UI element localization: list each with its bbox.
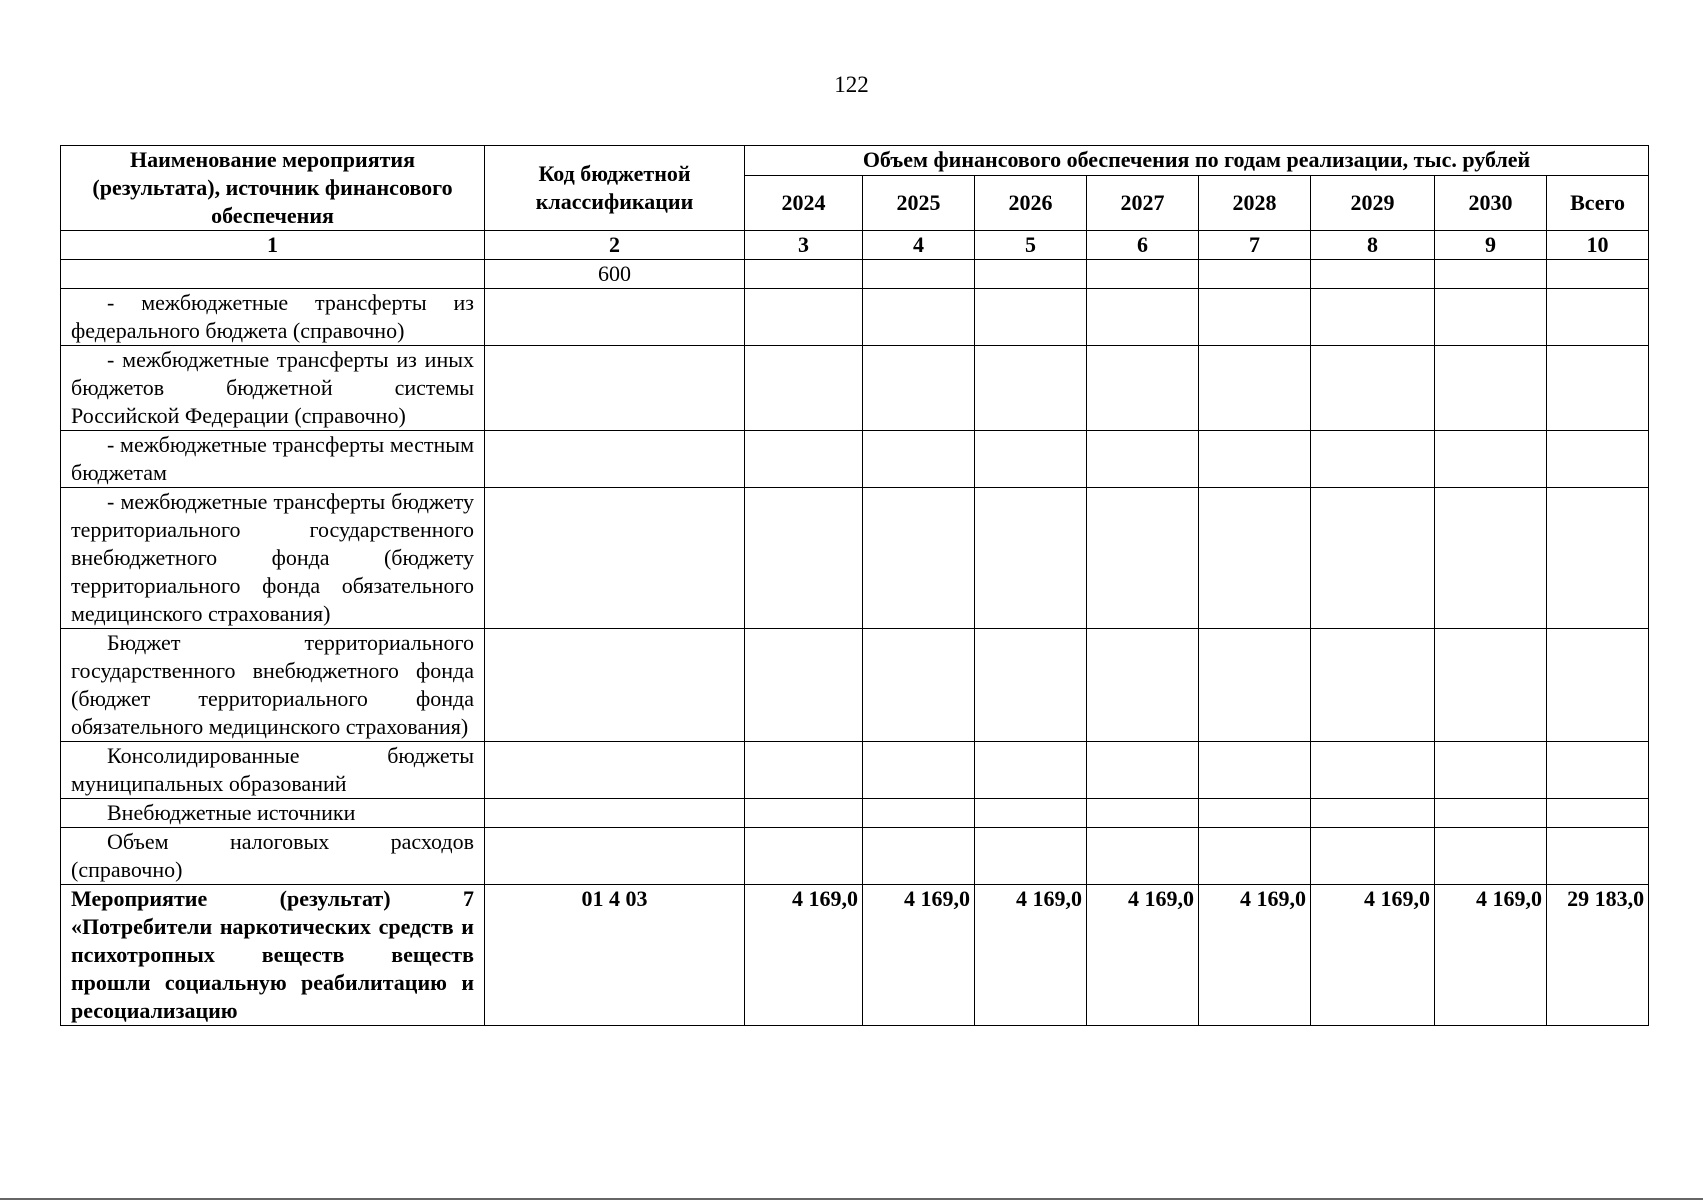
value-cell: 4 169,0 <box>975 885 1087 1026</box>
table-row <box>61 346 1649 431</box>
table-row <box>61 799 1649 828</box>
event-name-cell: Мероприятие (результат) 7 «Потребители наркотических средств и психотропных веществ веществ прошли социальную реабилитацию и ресоциализацию <box>61 885 485 1026</box>
header-year: 2028 <box>1199 175 1311 230</box>
column-index: 8 <box>1311 231 1435 260</box>
value-cell: 4 169,0 <box>863 885 975 1026</box>
table-row <box>61 742 1649 799</box>
column-index: 10 <box>1547 231 1649 260</box>
table-row <box>61 431 1649 488</box>
column-index: 4 <box>863 231 975 260</box>
value-cell: 4 169,0 <box>1311 885 1435 1026</box>
event-code-cell: 01 4 03 <box>485 885 745 1026</box>
header-year: 2025 <box>863 175 975 230</box>
table-row <box>61 488 1649 629</box>
name-cell: Бюджет территориального государственного внебюджетного фонда (бюджет территориального фонда обязательного медицинского страхования) <box>61 629 485 742</box>
name-cell: - межбюджетные трансферты из иных бюджетов бюджетной системы Российской Федерации (справочно) <box>61 346 485 431</box>
column-index: 6 <box>1087 231 1199 260</box>
value-cell: 4 169,0 <box>745 885 863 1026</box>
header-volume: Объем финансового обеспечения по годам реализации, тыс. рублей <box>745 146 1649 176</box>
name-cell: Внебюджетные источники <box>61 799 485 828</box>
header-code: Код бюджетной классификации <box>485 146 745 231</box>
column-index: 7 <box>1199 231 1311 260</box>
column-index: 2 <box>485 231 745 260</box>
header-row <box>61 146 1649 176</box>
value-cell: 4 169,0 <box>1199 885 1311 1026</box>
column-index: 5 <box>975 231 1087 260</box>
header-total: Всего <box>1547 175 1649 230</box>
name-cell: Объем налоговых расходов (справочно) <box>61 828 485 885</box>
value-cell: 4 169,0 <box>1435 885 1547 1026</box>
column-index: 3 <box>745 231 863 260</box>
page-number: 122 <box>834 72 869 97</box>
column-index-row <box>61 231 1649 260</box>
name-cell: - межбюджетные трансферты из федерального бюджета (справочно) <box>61 289 485 346</box>
header-year: 2030 <box>1435 175 1547 230</box>
table-row <box>61 629 1649 742</box>
name-cell <box>61 260 485 289</box>
name-cell: - межбюджетные трансферты бюджету территориального государственного внебюджетного фонда (бюджету территориального фонда обязательного медицинского страхования) <box>61 488 485 629</box>
header-year: 2029 <box>1311 175 1435 230</box>
header-year: 2026 <box>975 175 1087 230</box>
header-year: 2027 <box>1087 175 1199 230</box>
name-cell: - межбюджетные трансферты местным бюджетам <box>61 431 485 488</box>
event-row <box>61 885 1649 1026</box>
total-cell: 29 183,0 <box>1547 885 1649 1026</box>
table-row <box>61 260 1649 289</box>
column-index: 1 <box>61 231 485 260</box>
name-cell: Консолидированные бюджеты муниципальных образований <box>61 742 485 799</box>
table-row <box>61 828 1649 885</box>
financing-table <box>60 145 1649 1026</box>
header-name: Наименование мероприятия (результата), источник финансового обеспечения <box>61 146 485 231</box>
column-index: 9 <box>1435 231 1547 260</box>
value-cell: 4 169,0 <box>1087 885 1199 1026</box>
table-row <box>61 289 1649 346</box>
code-cell: 600 <box>485 260 745 289</box>
header-year: 2024 <box>745 175 863 230</box>
